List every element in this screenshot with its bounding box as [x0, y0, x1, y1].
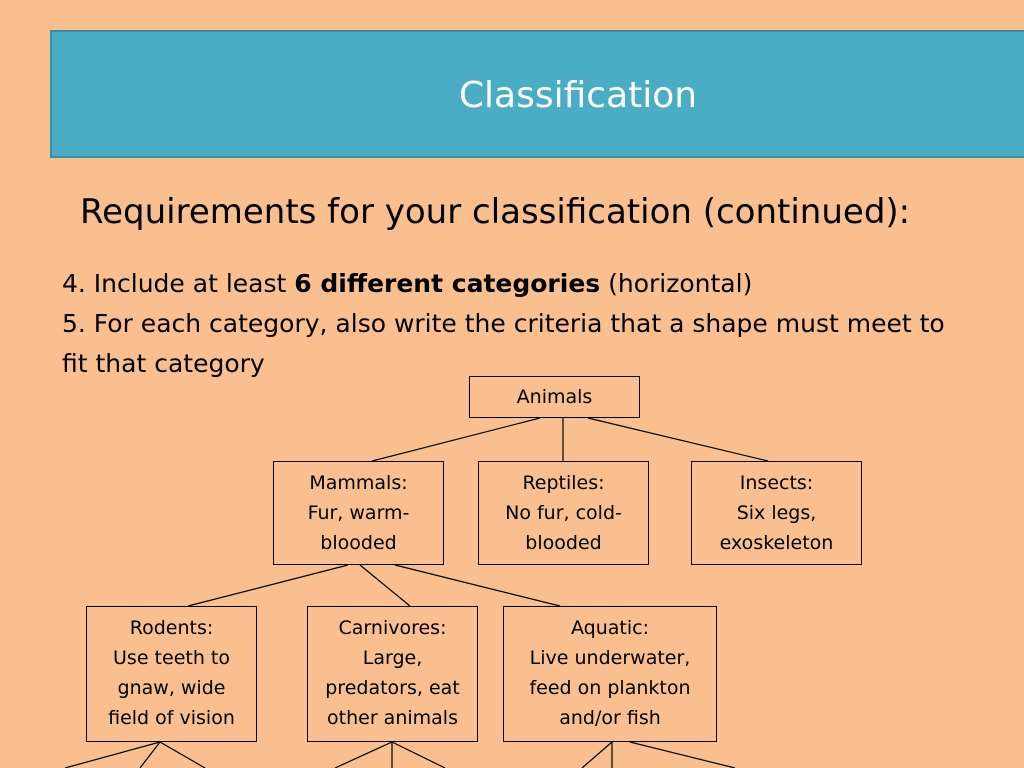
node-rodents-criteria-3: field of vision	[108, 707, 235, 729]
node-mammals-criteria-2: blooded	[320, 532, 397, 554]
node-insects-criteria-2: exoskeleton	[719, 532, 834, 554]
node-aquatic	[503, 606, 717, 742]
node-mammals-title: Mammals:	[309, 472, 408, 494]
requirement-5: 5. For each category, also write the criteria that a shape must meet to fit that category	[62, 309, 945, 378]
node-carnivores	[307, 606, 478, 742]
node-rodents	[86, 606, 257, 742]
node-rodents-criteria-1: Use teeth to	[113, 647, 230, 669]
connector-carnivores-child-c	[392, 742, 445, 768]
connector-aquatic-child-c	[630, 742, 735, 768]
connector-animals-mammals	[372, 418, 540, 461]
requirement-4-end: (horizontal)	[600, 269, 753, 298]
node-aquatic-criteria-2: feed on plankton	[529, 677, 691, 699]
requirement-4-start: 4. Include at least	[62, 269, 295, 298]
node-insects-title: Insects:	[739, 472, 814, 494]
node-insects	[691, 461, 862, 565]
connector-animals-insects	[588, 418, 768, 461]
node-carnivores-criteria-1: Large,	[362, 647, 423, 669]
node-carnivores-criteria-2: predators, eat	[325, 677, 460, 699]
node-insects-criteria-1: Six legs,	[736, 502, 817, 524]
node-reptiles	[478, 461, 649, 565]
node-reptiles-title: Reptiles:	[522, 472, 605, 494]
node-rodents-title: Rodents:	[129, 617, 214, 639]
node-reptiles-criteria-1: No fur, cold-	[505, 502, 622, 524]
node-carnivores-title: Carnivores:	[338, 617, 447, 639]
node-animals	[469, 376, 640, 418]
slide-title: Classification	[458, 75, 698, 116]
connector-mammals-aquatic	[395, 565, 560, 606]
node-reptiles-criteria-2: blooded	[525, 532, 602, 554]
node-aquatic-criteria-1: Live underwater,	[529, 647, 691, 669]
slide-subtitle: Requirements for your classification (continued):	[80, 192, 911, 232]
node-animals-label: Animals	[516, 386, 593, 408]
connector-mammals-carnivores	[360, 565, 410, 606]
requirement-4-bold: 6 different categories	[294, 269, 601, 298]
connector-rodents-child-b	[140, 742, 160, 768]
node-mammals-criteria-1: Fur, warm-	[307, 502, 410, 524]
node-carnivores-criteria-3: other animals	[327, 707, 458, 729]
node-aquatic-criteria-3: and/or fish	[559, 707, 661, 729]
connector-rodents-child-c	[160, 742, 205, 768]
connector-aquatic-child-a	[582, 742, 612, 768]
node-mammals	[273, 461, 444, 565]
node-aquatic-title: Aquatic:	[571, 617, 649, 639]
connector-rodents-child-a	[65, 742, 160, 768]
connector-mammals-rodents	[188, 565, 348, 606]
node-rodents-criteria-2: gnaw, wide	[117, 677, 226, 699]
connector-carnivores-child-a	[335, 742, 392, 768]
